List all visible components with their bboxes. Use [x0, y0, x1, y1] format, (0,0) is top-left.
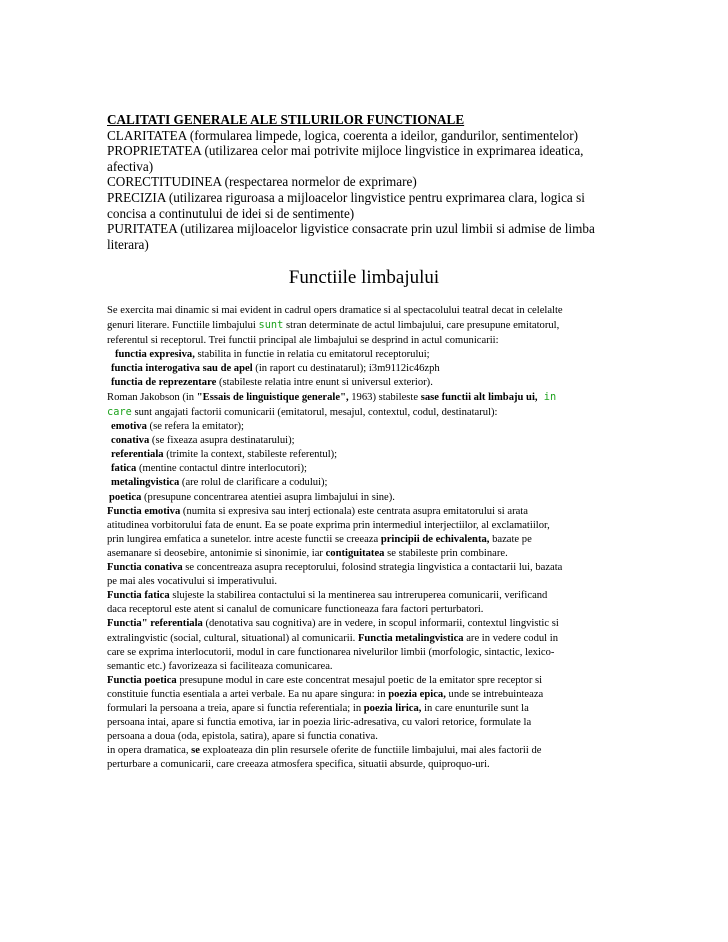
text-line: semantic etc.) favorizeaza si faciliteaza comunicarea. — [107, 660, 333, 672]
list-item: metalingvistica (are rolul de clarificare a codului); — [111, 477, 328, 489]
list-item: functia interogativa sau de apel (in raport cu destinatarul); i3m9112ic46zph — [111, 362, 440, 374]
proprietate-line-cont: afectiva) — [107, 158, 154, 174]
text-line: Roman Jakobson (in "Essais de linguistique generale", 1963) stabileste sase functii alt limbaju ui, in — [107, 390, 557, 403]
text-line: Functia conativa se concentreaza asupra receptorului, folosind strategia lingvistica a contactarii lui, bazata — [107, 562, 563, 574]
text-line: persoana a doua (oda, epistola, satira), apare si functia conativa. — [107, 731, 378, 743]
list-item: poetica (presupune concentrarea atentiei asupra limbajului in sine). — [109, 491, 395, 503]
list-item: referentiala (trimite la context, stabileste referentul); — [111, 449, 338, 461]
text-line: formulari la persoana a treia, apare si functia referentiala; in poezia lirica, in care enunturile sunt la — [107, 702, 529, 714]
list-item: emotiva (se refera la emitator); — [111, 421, 244, 433]
list-item: functia de reprezentare (stabileste relatia intre enunt si universul exterior). — [111, 376, 433, 388]
list-item: conativa (se fixeaza asupra destinatarului); — [111, 435, 295, 447]
text-line: Functia" referentiala (denotativa sau cognitiva) are in vedere, in scopul informarii, contextul lingvistic si — [107, 618, 559, 630]
list-item: functia expresiva, stabilita in functie in relatia cu emitatorul receptorului; — [115, 348, 430, 360]
document-page — [107, 112, 621, 772]
text-line: daca receptorul este atent si canalul de comunicare functioneaza fara factori perturbatori. — [107, 604, 484, 616]
section-heading: CALITATI GENERALE ALE STILURILOR FUNCTIONALE — [107, 112, 465, 127]
puritate-line-cont: literara) — [107, 236, 149, 252]
proprietate-line: PROPRIETATEA (utilizarea celor mai potrivite mijloce lingvistice in exprimarea ideatica, — [107, 143, 584, 159]
functions-section — [107, 304, 621, 772]
precizie-line: PRECIZIA (utilizarea riguroasa a mijloacelor lingvistice pentru exprimarea clara, logica si — [107, 189, 585, 205]
text-line: constituie functia esentiala a artei verbale. Ea nu apare singura: in poezia epica, unde se intrebuinteaza — [107, 688, 544, 700]
text-line: Functia poetica presupune modul in care este concentrat mesajul poetic de la emitator spre receptor si — [107, 674, 543, 686]
puritate-line: PURITATEA (utilizarea mijloacelor ligvistice consacrate prin uzul limbii si admise de limba — [107, 221, 595, 237]
text-line: persoana intai, apare si functia emotiva, iar in poezia liric-adresativa, cu valori retorice, formulate la — [107, 717, 532, 729]
text-line: atitudinea vorbitorului fata de enunt. Ea se poate exprima prin intermediul interjectiilor, al exclamatiilor, — [107, 519, 550, 531]
highlighted-word: in — [537, 390, 557, 403]
qualities-section — [107, 112, 621, 252]
text-line: care se exprima interlocutorii, modul in care functionarea nivelurilor limbii (morfologic, sintactic, lexico- — [107, 646, 555, 658]
text-line: asemanare si deosebire, antonimie si sinonimie, iar contiguitatea se stabileste prin combinare. — [107, 547, 508, 559]
text-line: prin lungirea emfatica a sunetelor. intre aceste functii se creeaza principii de echivalenta, bazate pe — [107, 533, 532, 545]
text-line: extralingvistic (social, cultural, situational) al comunicarii. Functia metalingvistica are in vedere codul in — [107, 632, 558, 644]
text-line: Functia fatica slujeste la stabilirea contactului si la mentinerea sau intreruperea comunicarii, verificand — [107, 590, 548, 602]
text-line: Functia emotiva (numita si expresiva sau interj ectionala) este centrata asupra emitatorului si arata — [107, 505, 528, 517]
text-line: referentul si receptorul. Trei functii principal ale limbajului se desprind in actul comunicarii: — [107, 334, 499, 346]
text-line: genuri literare. Functiile limbajului sunt stran determinate de actul limbajului, care presupune emitatorul, — [107, 319, 560, 332]
text-line: pe mai ales vocativului si imperativului. — [107, 576, 278, 588]
text-line: care sunt angajati factorii comunicarii (emitatorul, mesajul, contextul, codul, destinatarul): — [107, 406, 498, 418]
page-title: Functiile limbajului — [288, 267, 440, 289]
text-line: in opera dramatica, se exploateaza din plin resursele oferite de functiile limbajului, mai ales factorii de — [107, 745, 542, 757]
list-item: fatica (mentine contactul dintre interlocutori); — [111, 463, 307, 475]
text-line: perturbare a comunicarii, care creeaza atmosfera specifica, situatii absurde, quiproquo-uri. — [107, 759, 490, 771]
highlighted-word: care — [107, 406, 132, 418]
corectitudine-line: CORECTITUDINEA (respectarea normelor de exprimare) — [107, 174, 417, 190]
highlighted-word: sunt — [258, 319, 284, 332]
precizie-line-cont: concisa a continutului de idei si de sentimente) — [107, 205, 355, 221]
text-line: Se exercita mai dinamic si mai evident in cadrul opers dramatice si al spectacolului teatral decat in celelalte — [107, 305, 563, 317]
claritate-line: CLARITATEA (formularea limpede, logica, coerenta a ideilor, gandurilor, sentimentelor) — [107, 127, 579, 143]
